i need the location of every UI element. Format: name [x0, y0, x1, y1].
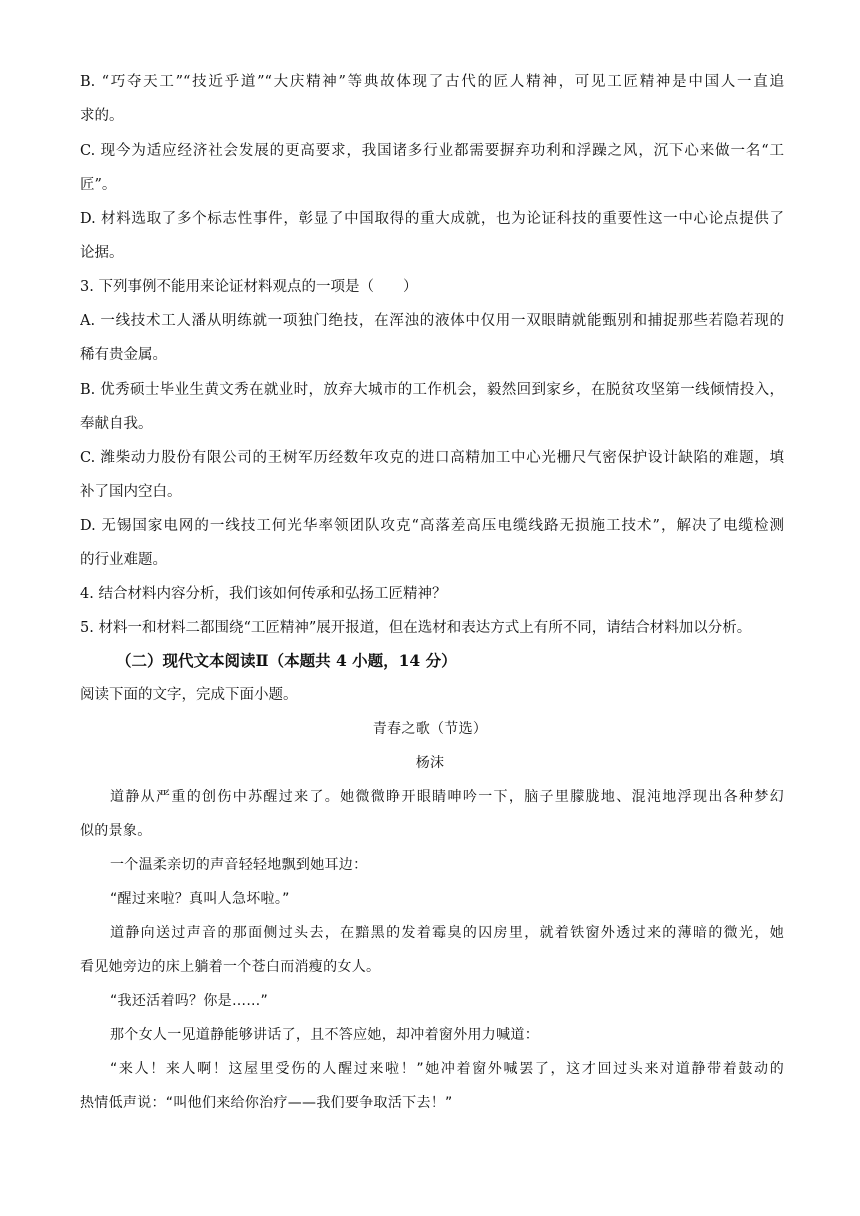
passage-paragraph-5: “我还活着吗？你是……” — [110, 993, 269, 1009]
q3-option-d-line1: D. 无锡国家电网的一线技工何光华率领团队攻克“高落差高压电缆线路无损施工技术”，解决了电缆检测 — [80, 518, 784, 534]
passage-title: 青春之歌（节选） — [372, 721, 488, 737]
passage-paragraph-1-line2: 似的景象。 — [80, 823, 152, 839]
passage-paragraph-4-line2: 看见她旁边的床上躺着一个苍白而消瘦的女人。 — [80, 959, 381, 975]
passage-paragraph-3: “醒过来啦？真叫人急坏啦。” — [110, 891, 290, 907]
reading-instruction: 阅读下面的文字，完成下面小题。 — [80, 687, 298, 703]
q2-option-c-line2: 匠”。 — [80, 177, 117, 193]
q3-option-d-line2: 的行业难题。 — [80, 552, 167, 568]
passage-paragraph-7-line1: “来人！来人啊！这屋里受伤的人醒过来啦！”她冲着窗外喊罢了，这才回过头来对道静带着鼓动的 — [110, 1061, 784, 1077]
q2-option-c-line1: C. 现今为适应经济社会发展的更高要求，我国诸多行业都需要摒弃功利和浮躁之风，沉下心来做一名“工 — [80, 143, 784, 159]
q3-option-a-line1: A. 一线技术工人潘从明练就一项独门绝技，在浑浊的液体中仅用一双眼睛就能甄别和捕捉那些若隐若现的 — [80, 313, 784, 329]
section-heading: （二）现代文本阅读Ⅱ（本题共 4 小题，14 分） — [116, 651, 457, 670]
q5-stem: 5. 材料一和材料二都围绕“工匠精神”展开报道，但在选材和表达方式上有所不同，请结合材料加以分析。 — [80, 620, 752, 636]
passage-paragraph-7-line2: 热情低声说：“叫他们来给你治疗——我们要争取活下去！” — [80, 1095, 453, 1111]
q2-option-b-line1: B. “巧夺天工”“技近乎道”“大庆精神”等典故体现了古代的匠人精神，可见工匠精神是中国人一直追 — [80, 74, 784, 90]
q3-option-b-line2: 奉献自我。 — [80, 416, 153, 432]
q3-option-b-line1: B. 优秀硕士毕业生黄文秀在就业时，放弃大城市的工作机会，毅然回到家乡，在脱贫攻坚第一线倾情投入， — [80, 382, 784, 398]
q2-option-b-line2: 求的。 — [80, 108, 124, 124]
passage-paragraph-1-line1: 道静从严重的创伤中苏醒过来了。她微微睁开眼睛呻吟一下，脑子里朦胧地、混沌地浮现出各种梦幻 — [110, 789, 784, 805]
passage-paragraph-6: 那个女人一见道静能够讲话了，且不答应她，却冲着窗外用力喊道： — [110, 1027, 539, 1043]
q3-option-c-line1: C. 潍柴动力股份有限公司的王树军历经数年攻克的进口高精加工中心光栅尺气密保护设计缺陷的难题，填 — [80, 450, 784, 466]
q3-option-c-line2: 补了国内空白。 — [80, 484, 182, 500]
q3-stem: 3. 下列事例不能用来论证材料观点的一项是（ ） — [80, 279, 418, 295]
q2-option-d-line1: D. 材料选取了多个标志性事件，彰显了中国取得的重大成就，也为论证科技的重要性这一中心论点提供了 — [80, 211, 784, 227]
passage-paragraph-2: 一个温柔亲切的声音轻轻地飘到她耳边： — [110, 857, 368, 873]
passage-author: 杨沫 — [415, 755, 445, 771]
q2-option-d-line2: 论据。 — [80, 245, 124, 261]
q3-option-a-line2: 稀有贵金属。 — [80, 347, 167, 363]
passage-paragraph-4-line1: 道静向送过声音的那面侧过头去，在黯黑的发着霉臭的囚房里，就着铁窗外透过来的薄暗的微光，她 — [110, 925, 784, 941]
q4-stem: 4. 结合材料内容分析，我们该如何传承和弘扬工匠精神？ — [80, 586, 447, 602]
